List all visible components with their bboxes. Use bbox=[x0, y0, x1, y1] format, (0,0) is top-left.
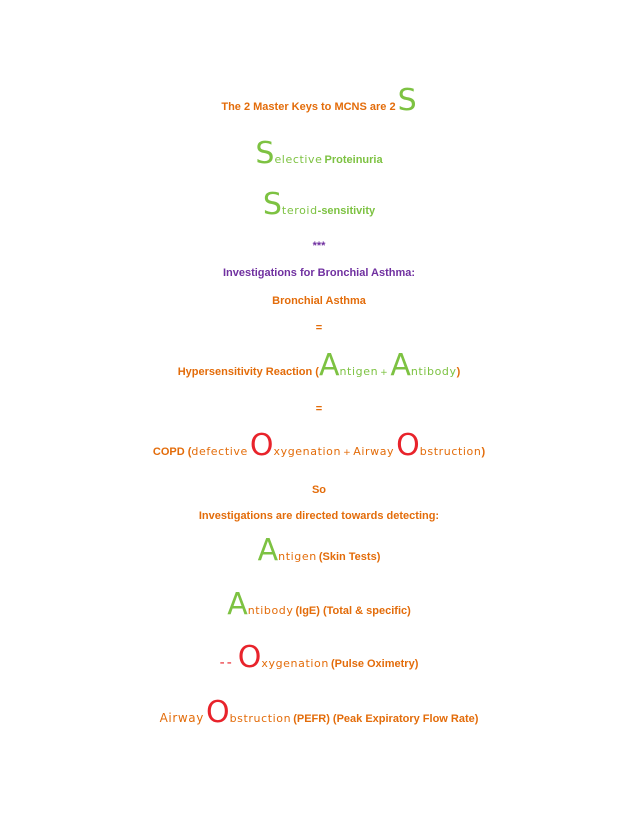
directed-text: Investigations are directed towards detecting: bbox=[198, 510, 440, 522]
selective-big-s: S bbox=[255, 136, 275, 171]
equals-line-1 bbox=[0, 318, 638, 336]
close-paren-1: ) bbox=[456, 366, 461, 378]
equals-sign-1: = bbox=[315, 322, 323, 334]
master-keys-line bbox=[0, 83, 638, 118]
antibody-line bbox=[0, 587, 638, 622]
antigen-text: ntigen bbox=[339, 365, 379, 378]
steroid-text: teroid bbox=[281, 204, 318, 217]
airway-obstruction-line bbox=[0, 695, 638, 730]
master-keys-text: The 2 Master Keys to MCNS are 2 bbox=[221, 101, 396, 113]
airway-text: Airway bbox=[353, 445, 395, 458]
antibody-text: ntibody bbox=[410, 365, 457, 378]
skin-tests-text: (Skin Tests) bbox=[318, 551, 381, 563]
airway-item-text: Airway bbox=[159, 711, 204, 725]
ige-text: (IgE) (Total & specific) bbox=[295, 605, 411, 617]
close-paren-2: ) bbox=[481, 446, 486, 458]
defective-text: defective bbox=[191, 445, 248, 458]
master-keys-big-s: S bbox=[397, 83, 417, 118]
investigations-heading bbox=[0, 263, 638, 281]
bronchial-asthma-text: Bronchial Asthma bbox=[272, 295, 366, 307]
equals-line-2 bbox=[0, 399, 638, 417]
oxygenation-big-o: O bbox=[249, 428, 274, 463]
plus-sign-1: + bbox=[380, 368, 389, 378]
investigations-heading-text: Investigations for Bronchial Asthma: bbox=[222, 267, 416, 279]
pulse-oximetry-text: (Pulse Oximetry) bbox=[330, 658, 419, 670]
oxygenation-line bbox=[0, 640, 638, 675]
equals-sign-2: = bbox=[315, 403, 323, 415]
dash-text: -- bbox=[219, 655, 234, 671]
oxy-item-text: xygenation bbox=[261, 657, 329, 670]
obstruction-text: bstruction bbox=[419, 445, 482, 458]
steroid-sensitivity-line bbox=[0, 187, 638, 222]
oxygenation-text: xygenation bbox=[273, 445, 342, 458]
antibody-item-text: ntibody bbox=[247, 604, 294, 617]
copd-line bbox=[0, 428, 638, 463]
copd-text: COPD ( bbox=[152, 446, 192, 458]
steroid-big-s: S bbox=[262, 187, 282, 222]
antibody-item-big-a: A bbox=[227, 587, 248, 622]
so-line bbox=[0, 480, 638, 498]
stars-text: *** bbox=[312, 240, 326, 252]
antibody-big-a: A bbox=[390, 348, 411, 383]
bronchial-asthma-line bbox=[0, 291, 638, 309]
selective-text: elective bbox=[274, 153, 323, 166]
hypersensitivity-text: Hypersensitivity Reaction ( bbox=[177, 366, 319, 378]
oxy-item-big-o: O bbox=[237, 640, 262, 675]
obstruction-item-text: bstruction bbox=[229, 712, 292, 725]
antigen-item-text: ntigen bbox=[278, 550, 317, 563]
proteinuria-text: Proteinuria bbox=[324, 154, 383, 166]
antigen-item-big-a: A bbox=[257, 533, 279, 568]
obstruction-big-o: O bbox=[396, 428, 420, 463]
section-divider bbox=[0, 236, 638, 254]
plus-sign-2: + bbox=[343, 448, 352, 458]
hypersensitivity-line bbox=[0, 348, 638, 383]
pefr-text: (PEFR) (Peak Expiratory Flow Rate) bbox=[293, 713, 479, 725]
antigen-big-a: A bbox=[318, 348, 340, 383]
obstruction-item-big-o: O bbox=[205, 695, 230, 730]
selective-proteinuria-line bbox=[0, 136, 638, 171]
sensitivity-text: -sensitivity bbox=[317, 205, 376, 217]
antigen-line bbox=[0, 533, 638, 568]
so-text: So bbox=[311, 484, 327, 496]
directed-line bbox=[0, 506, 638, 524]
